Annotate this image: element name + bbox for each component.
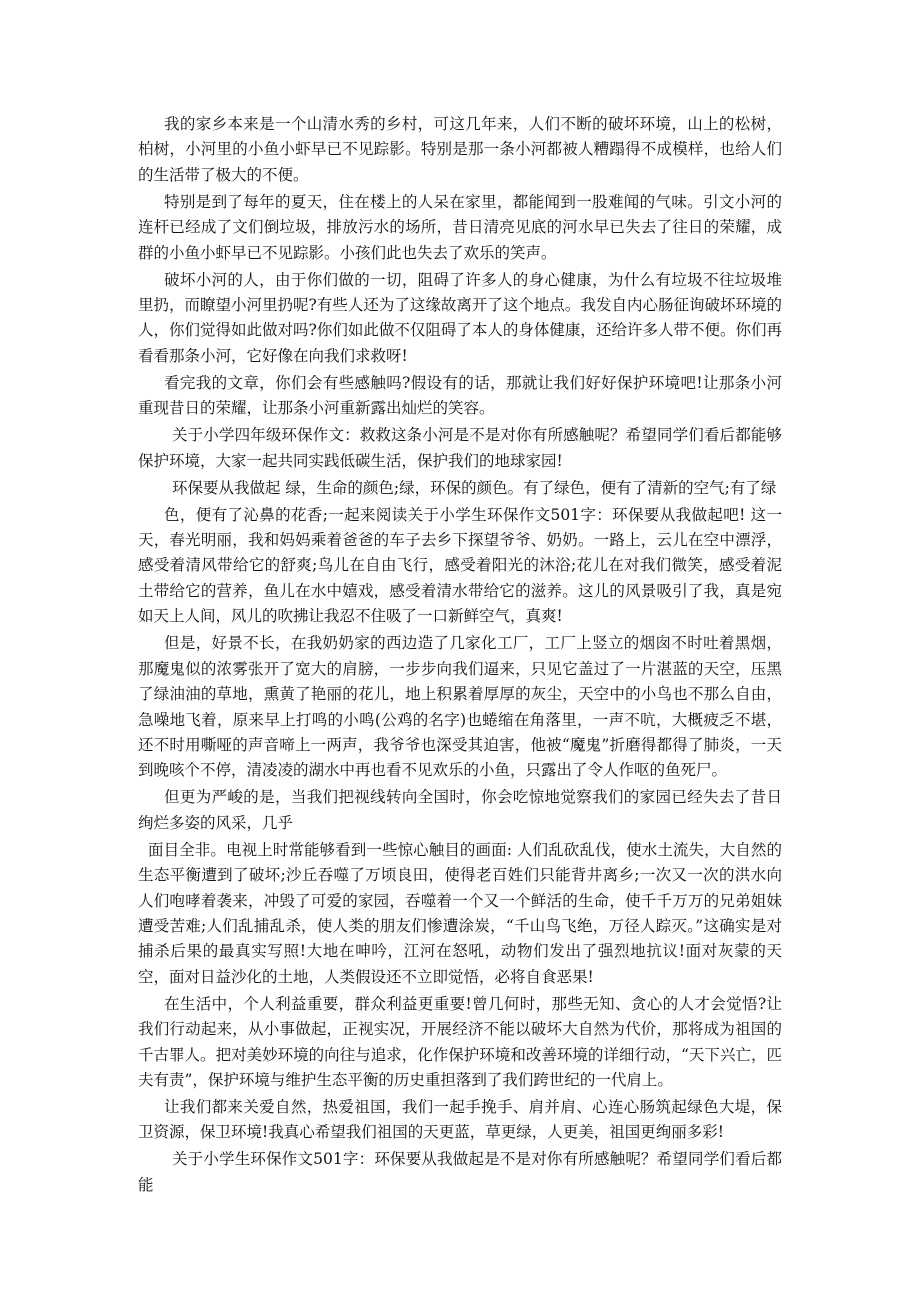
paragraph-5: 关于小学四年级环保作文：救救这条小河是不是对你有所感触呢？希望同学们看后都能够保护环境，大家一起共同实践低碳生活，保护我们的地球家园! — [138, 426, 782, 470]
paragraph-10: 面目全非。电视上时常能够看到一些惊心触目的画面: 人们乱砍乱伐，使水土流失，大自然的生态平衡遭到了破坏;沙丘吞噬了万顷良田，使得老百姓们只能背井离乡;一次又一次的洪水向人们咆哮着袭来，冲毁了可爱的家园，吞噬着一个又一个鲜活的生命，使千千万万的兄弟姐妹遭受苦难;人们乱捕乱杀，使人类的朋友们惨遭涂炭，“千山鸟飞绝，万径人踪灭。”这确实是对捕杀后果的最真实写照!大地在呻吟，江河在怒吼，动物们发出了强烈地抗议!面对灰蒙的天空，面对日益沙化的土地，人类假设还不立即觉悟，必将自食恶果! — [138, 840, 782, 986]
paragraph-11: 在生活中，个人利益重要，群众利益更重要!曾几何时，那些无知、贪心的人才会觉悟?让我们行动起来，从小事做起，正视实况，开展经济不能以破坏大自然为代价，那将成为祖国的千古罪人。把对美妙环境的向往与追求，化作保护环境和改善环境的详细行动，“天下兴亡，匹夫有责”，保护环境与维护生态平衡的历史重担落到了我们跨世纪的一代肩上。 — [138, 994, 782, 1089]
paragraph-12: 让我们都来关爱自然，热爱祖国，我们一起手挽手、肩并肩、心连心肠筑起绿色大堤，保卫资源，保卫环境!我真心希望我们祖国的天更蓝，草更绿，人更美，祖国更绚丽多彩! — [138, 1097, 782, 1142]
paragraph-2: 特别是到了每年的夏天，住在楼上的人呆在家里，都能闻到一股难闻的气味。引文小河的连杆已经成了文们倒垃圾，排放污水的场所，昔日清亮见底的河水早已失去了往日的荣耀，成群的小鱼小虾早已不见踪影。小孩们此也失去了欢乐的笑声。 — [138, 192, 782, 262]
paragraph-7: 色，便有了沁鼻的花香;一起来阅读关于小学生环保作文501字：环保要从我做起吧! 这一天，春光明丽，我和妈妈乘着爸爸的车子去乡下探望爷爷、奶奶。一路上，云儿在空中漂浮，感受着清风带给它的舒爽;鸟儿在自由飞行，感受着阳光的沐浴;花儿在对我们微笑，感受着泥土带给它的营养，鱼儿在水中嬉戏，感受着清水带给它的滋养。这儿的风景吸引了我，真是宛如天上人间，风儿的吹拂让我忍不住吸了一口新鲜空气，真爽! — [138, 505, 782, 626]
paragraph-8: 但是，好景不长，在我奶奶家的西边造了几家化工厂，工厂上竖立的烟囱不时吐着黑烟，那魔鬼似的浓雾张开了宽大的肩膀，一步步向我们逼来，只见它盖过了一片湛蓝的天空，压黑了绿油油的草地，熏黄了艳丽的花儿，地上积累着厚厚的灰尘，天空中的小鸟也不那么自由，急噪地飞着，原来早上打鸣的小鸣(公鸡的名字)也蜷缩在角落里，一声不吭，大概疲乏不堪，还不时用嘶哑的声音啼上一两声，我爷爷也深受其迫害，他被“魔鬼”折磨得都得了肺炎，一天到晚咳个不停，清凌凌的湖水中再也看不见欢乐的小鱼，只露出了令人作呕的鱼死尸。 — [138, 634, 782, 780]
paragraph-1: 我的家乡本来是一个山清水秀的乡村，可这几年来，人们不断的破坏环境，山上的松树，柏树，小河里的小鱼小虾早已不见踪影。特别是那一条小河都被人糟蹋得不成模样，也给人们的生活带了极大的不便。 — [138, 115, 782, 184]
paragraph-4: 看完我的文章，你们会有些感触吗?假设有的话，那就让我们好好保护环境吧!让那条小河重现昔日的荣耀，让那条小河重新露出灿烂的笑容。 — [138, 373, 782, 418]
paragraph-9: 但更为严峻的是，当我们把视线转向全国时，你会吃惊地觉察我们的家园已经失去了昔日绚烂多姿的风采，几乎 — [138, 788, 782, 832]
paragraph-13: 关于小学生环保作文501字：环保要从我做起是不是对你有所感触呢？希望同学们看后都能 — [138, 1150, 782, 1194]
paragraph-6: 环保要从我做起 绿，生命的颜色;绿，环保的颜色。有了绿色，便有了清新的空气;有了绿 — [172, 478, 777, 497]
paragraph-3: 破坏小河的人，由于你们做的一切，阻碍了许多人的身心健康，为什么有垃圾不往垃圾堆里扔，而瞭望小河里扔呢?有些人还为了这缘故离开了这个地点。我发自内心肠征询破坏环境的人，你们觉得如此做对吗?你们如此做不仅阻碍了本人的身体健康，还给许多人带不便。你们再看看那条小河，它好像在向我们求救呀! — [138, 270, 782, 365]
